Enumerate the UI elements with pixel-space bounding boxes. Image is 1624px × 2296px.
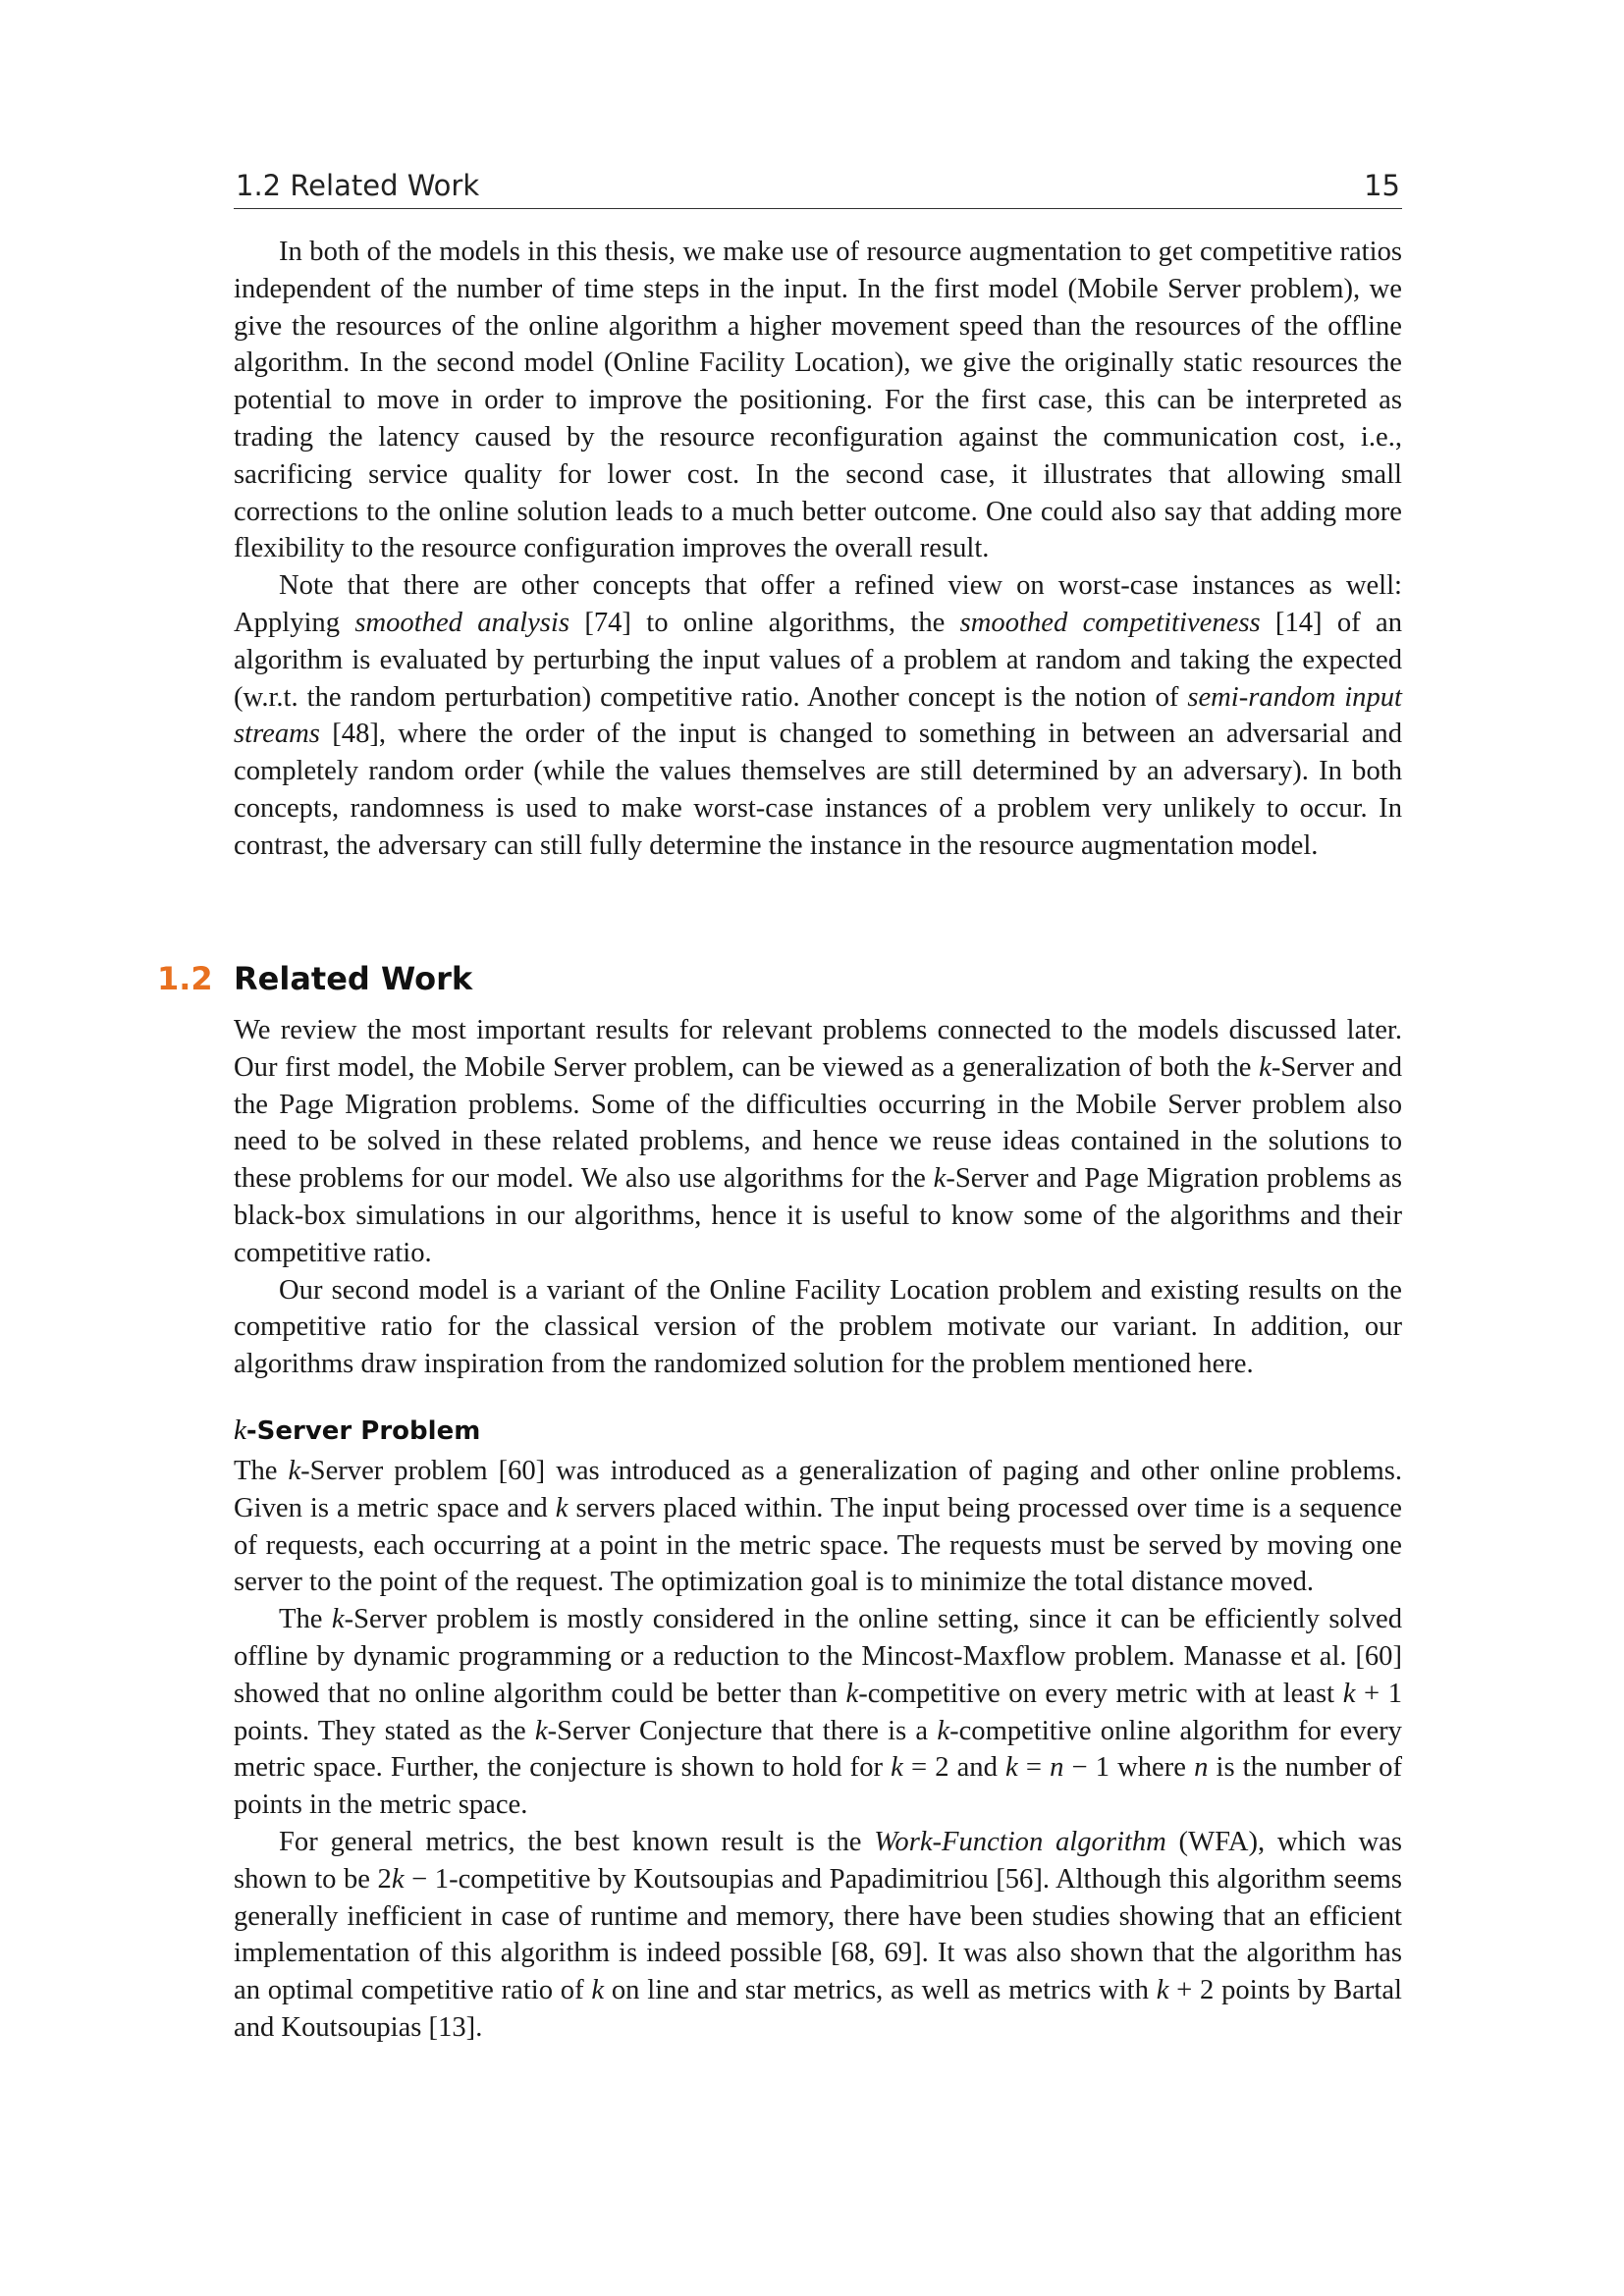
subsection-paragraph-3: For general metrics, the best known result is the Work-Function algorithm (WFA), which was shown to be 2k − 1-competitive by Koutsoupias and Papadimitriou [56]. Although this algorithm seems generally inefficient in case of runtime and memory, there have been studies showing that an efficient implementation of this algorithm is indeed possible [68, 69]. It was also shown that the algorithm has an optimal competitive ratio of k on line and star metrics, as well as metrics with k + 2 points by Bartal and Koutsoupias [13]. bbox=[234, 1826, 1403, 2043]
subsection-paragraph-1: The k-Server problem [60] was introduced as a generalization of paging and other online problems. Given is a metric space and k servers placed within. The input being processed over time is a sequence of requests, each occurring at a point in the metric space. The requests must be served by moving one server to the point of the request. The optimization goal is to minimize the total distance moved. bbox=[234, 1456, 1402, 1598]
intro-paragraph-2: Note that there are other concepts that offer a refined view on worst-case instances as well: Applying smoothed analysis [74] to online algorithms, the smoothed competitiveness [14] of an algorithm is evaluated by perturbing the input values of a problem at random and taking the expected (w.r.t. the random perturbation) competitive ratio. Another concept is the notion of semi-random input streams [48], where the order of the input is changed to something in between an adversarial and completely random order (while the values themselves are still determined by an adversary). In both concepts, randomness is used to make worst-case instances of a problem very unlikely to occur. In contrast, the adversary can still fully determine the instance in the resource augmentation model. bbox=[234, 570, 1403, 861]
section-text bbox=[234, 1012, 1402, 1383]
section-number: 1.2 bbox=[157, 960, 213, 997]
running-header bbox=[234, 165, 1402, 209]
subsection-heading bbox=[234, 1415, 480, 1447]
page-number: 15 bbox=[1364, 169, 1400, 202]
section-heading bbox=[157, 960, 472, 997]
running-header-section: 1.2 Related Work bbox=[236, 169, 480, 202]
subsection-variable: k bbox=[234, 1415, 246, 1446]
intro-text bbox=[234, 234, 1402, 865]
section-paragraph-1: We review the most important results for relevant problems connected to the models discussed later. Our first model, the Mobile Server problem, can be viewed as a generalization of both the k-Server and the Page Migration problems. Some of the difficulties occurring in the Mobile Server problem also need to be solved in these related problems, and hence we reuse ideas contained in the solutions to these problems for our model. We also use algorithms for the k-Server and Page Migration problems as black-box simulations in our algorithms, hence it is useful to know some of the algorithms and their competitive ratio. bbox=[234, 1015, 1402, 1268]
subsection-title: -Server Problem bbox=[245, 1416, 481, 1446]
subsection-text bbox=[234, 1453, 1402, 2047]
section-title: Related Work bbox=[234, 960, 473, 997]
section-paragraph-2: Our second model is a variant of the Online Facility Location problem and existing results on the competitive ratio for the classical version of the problem motivate our variant. In addition, our algorithms draw inspiration from the randomized solution for the problem mentioned here. bbox=[234, 1274, 1402, 1380]
intro-paragraph-1: In both of the models in this thesis, we make use of resource augmentation to get competitive ratios independent of the number of time steps in the input. In the first model (Mobile Server problem), we give the resources of the online algorithm a higher movement speed than the resources of the offline algorithm. In the second model (Online Facility Location), we give the originally static resources the potential to move in order to improve the positioning. For the first case, this can be interpreted as trading the latency caused by the resource reconfiguration against the communication cost, i.e., sacrificing service quality for lower cost. In the second case, it illustrates that allowing small corrections to the online solution leads to a much better outcome. One could also say that adding more flexibility to the resource configuration improves the overall result. bbox=[234, 237, 1402, 564]
subsection-paragraph-2: The k-Server problem is mostly considered in the online setting, since it can be efficiently solved offline by dynamic programming or a reduction to the Mincost-Maxflow problem. Manasse et al. [60] showed that no online algorithm could be better than k-competitive on every metric with at least k + 1 points. They stated as the k-Server Conjecture that there is a k-competitive online algorithm for every metric space. Further, the conjecture is shown to hold for k = 2 and k = n − 1 where n is the number of points in the metric space. bbox=[234, 1604, 1403, 1821]
